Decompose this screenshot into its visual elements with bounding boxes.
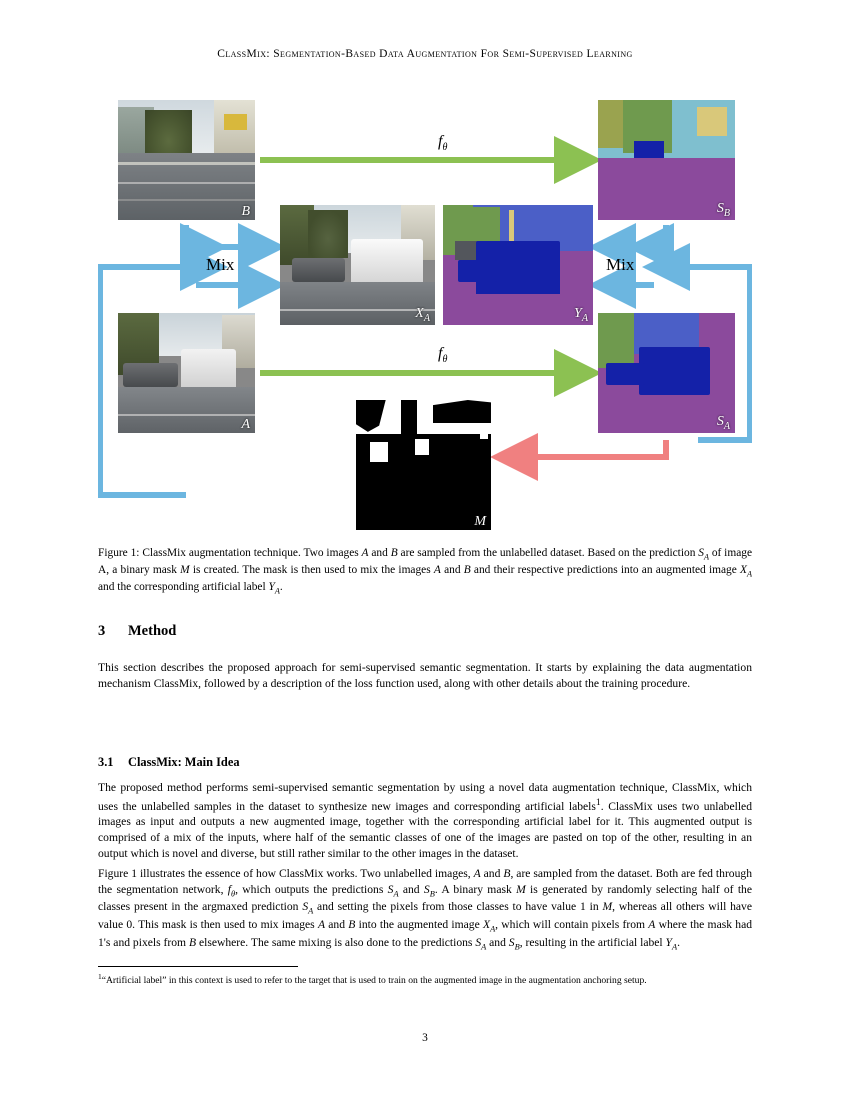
image-xa-label: $X_A$ <box>415 306 430 324</box>
image-m-binary-mask <box>356 400 491 530</box>
image-a-street-photo <box>118 313 255 433</box>
f-theta-label-bottom: $f_\theta$ <box>438 345 448 366</box>
image-sa-prediction <box>598 313 735 433</box>
section-3-heading <box>98 623 176 640</box>
image-ya-mixed-label <box>443 205 593 325</box>
image-xa-mixed-photo <box>280 205 435 325</box>
image-b-label: B <box>241 204 250 219</box>
page-number: 3 <box>422 1032 428 1044</box>
section-3-1-paragraph-1: The proposed method performs semi-supervised semantic segmentation by using a novel data augmentation technique, ClassMix, which uses the unlabelled samples in the dataset to synthesize new images and corresponding artificial labels$^1$. ClassMix uses two unlabelled images as input and outputs a new augmented image, together with the corresponding artificial label for it. This augmented output is comprised of a mix of the inputs, where half of the semantic classes of one of the images are pasted on top of the other, resulting in an output which is novel and diverse, but still rather similar to the other images in the dataset. <box>98 781 752 860</box>
footnote-marker: 1 <box>98 972 102 981</box>
image-m-label: M <box>474 514 486 529</box>
footnote <box>98 972 752 988</box>
running-head: ClassMix: Segmentation-Based Data Augmentation For Semi-Supervised Learning <box>217 48 633 60</box>
image-sb-prediction <box>598 100 735 220</box>
mix-label-right: Mix <box>606 255 635 274</box>
figure-1 <box>98 95 752 540</box>
section-3-1-title: ClassMix: Main Idea <box>128 755 240 769</box>
image-b-street-photo <box>118 100 255 220</box>
image-sa-label: $S_A$ <box>716 414 730 432</box>
section-3-1-paragraph-2: Figure 1 illustrates the essence of how ClassMix works. Two unlabelled images, A and B, are sampled from the dataset. Both are fed through the segmentation network, $f_\theta$, which outputs the predictions $S_A$ and $S_B$. A binary mask M is generated by randomly selecting half of the classes present in the argmaxed prediction $S_A$ and setting the pixels from those classes to have value 1 in M, whereas all others will have value 0. This mask is then used to mix images A and B into the augmented image $X_A$, which will contain pixels from A where the mask had 1's and pixels from B elsewhere. The same mixing is also done to the predictions $S_A$ and $S_B$, resulting in the artificial label $Y_A$. <box>98 867 753 952</box>
section-3-title: Method <box>128 623 177 639</box>
mix-label-left: Mix <box>206 255 235 274</box>
f-theta-label-top: $f_\theta$ <box>438 133 448 154</box>
image-ya-label: $Y_A$ <box>574 306 588 324</box>
footnote-text: “Artificial label” in this context is used to refer to the target that is used to train on the augmented image in the augmentation anchoring setup. <box>101 975 647 987</box>
section-3-1-number: 3.1 <box>98 755 114 769</box>
section-3-paragraph: This section describes the proposed approach for semi-supervised semantic segmentation. It starts by explaining the data augmentation mechanism ClassMix, followed by a description of the loss function used, along with other details about the training procedure. <box>98 661 752 690</box>
section-3-1-heading <box>98 755 240 770</box>
figure-caption: Figure 1: ClassMix augmentation technique. Two images A and B are sampled from the unlabelled dataset. Based on the prediction $S_A$ of image A, a binary mask M is created. The mask is then used to mix the images A and B and their respective predictions into an augmented image $X_A$ and the corresponding artificial label $Y_A$. <box>98 547 753 596</box>
image-sb-label: $S_B$ <box>716 201 730 219</box>
figure-caption-prefix: Figure 1: <box>98 547 140 559</box>
section-3-number: 3 <box>98 623 106 639</box>
footnote-rule <box>98 966 298 967</box>
image-a-label: A <box>241 417 250 432</box>
